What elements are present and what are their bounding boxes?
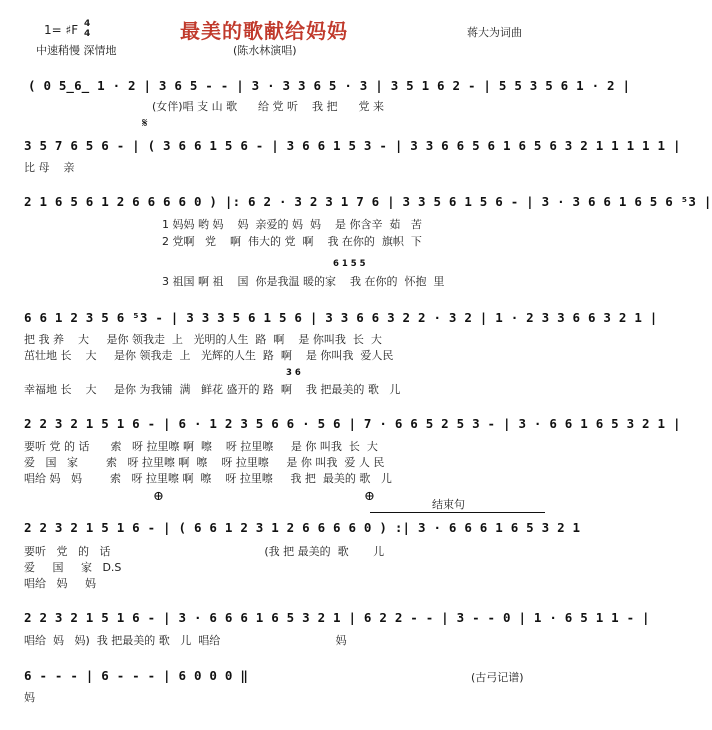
lyric-row-5-verse-2: 爱 国 家 索 呀 拉里嚓 啊 嚓 呀 拉里嚓 是 你 叫我 爱 人 民: [24, 456, 385, 469]
composer-credit: 蒋大为词曲: [467, 26, 522, 39]
lyric-row-7: 唱给 妈 妈) 我 把最美的 歌 儿 唱给 妈: [24, 634, 347, 647]
lyric-row-6-verse-1: 要听 党 的 话 (我 把 最美的 歌 儿: [24, 545, 385, 558]
lyric-row-1: (女伴)唱 支 山 歌 给 党 听 我 把 党 来: [152, 100, 385, 113]
lyric-row-3-verse-3: 3 祖国 啊 祖 国 你是我温 暖的家 我 在你的 怀抱 里: [162, 275, 445, 288]
notation-row-2: 3 5 7 6 5 6 - | ( 3 6 6 1 5 6 - | 3 6 6 1 5 3 - | 3 3 6 6 5 6 1 6 5 6 3 2 1 1 1 1 1 |: [24, 138, 681, 153]
notation-row-3: 2 1 6 5 6 1 2 6 6 6 6 0 ) |: 6 2 · 3 2 3 1 7 6 | 3 3 5 6 1 5 6 - | 3 · 3 6 6 1 6 5 6 ⁵3 |: [24, 194, 712, 209]
key-signature: 1= ♯F: [44, 23, 79, 37]
notation-row-6: 2 2 3 2 1 5 1 6 - | ( 6 6 1 2 3 1 2 6 6 6 6 0 ) :| 3 · 6 6 6 1 6 5 3 2 1: [24, 520, 581, 535]
notation-row-7: 2 2 3 2 1 5 1 6 - | 3 · 6 6 6 1 6 5 3 2 1 | 6 2 2 - - | 3 - - 0 | 1 · 6 5 1 1 - |: [24, 610, 650, 625]
segno-mark: 𝄋: [142, 116, 148, 131]
transcriber-credit: (古弓记谱): [471, 671, 524, 684]
ending-label: 结束句: [432, 498, 465, 511]
notation-row-5: 2 2 3 2 1 5 1 6 - | 6 · 1 2 3 5 6 6 · 5 6 | 7 · 6 6 5 2 5 3 - | 3 · 6 6 1 6 5 3 2 1 |: [24, 416, 681, 431]
lyric-row-4-verse-2: 茁壮地 长 大 是你 领我走 上 光辉的人生 路 啊 是 你叫我 爱人民: [24, 349, 394, 362]
lyric-row-4-verse-3: 幸福地 长 大 是你 为我铺 满 鲜花 盛开的 路 啊 我 把最美的 歌 儿: [24, 383, 401, 396]
ending-bracket: [370, 512, 545, 513]
lyric-row-8: 妈: [24, 691, 35, 704]
singer-credit: (陈水林演唱): [233, 44, 297, 57]
lyric-row-3-verse-2: 2 党啊 党 啊 伟大的 党 啊 我 在你的 旗帜 下: [162, 235, 422, 248]
lyric-row-5-verse-1: 要听 党 的 话 索 呀 拉里嚓 啊 嚓 呀 拉里嚓 是 你 叫我 长 大: [24, 440, 378, 453]
lyric-row-2: 比 母 亲: [24, 161, 75, 174]
lyric-row-3-verse-1: 1 妈妈 哟 妈 妈 亲爱的 妈 妈 是 你含辛 茹 苦: [162, 218, 422, 231]
lyric-row-4-verse-1: 把 我 养 大 是你 领我走 上 光明的人生 路 啊 是 你叫我 长 大: [24, 333, 382, 346]
notation-row-8: 6 - - - | 6 - - - | 6 0 0 0 ‖: [24, 668, 249, 683]
tempo-marking: 中速稍慢 深情地: [36, 44, 117, 57]
coda-mark-1: ⊕: [153, 489, 164, 504]
notation-row-4: 6 6 1 2 3 5 6 ⁵3 - | 3 3 3 5 6 1 5 6 | 3 3 6 6 3 2 2 · 3 2 | 1 · 2 3 3 6 6 3 2 1 |: [24, 310, 658, 325]
time-signature: 4 4: [84, 19, 91, 39]
small-notes-2: 3 6: [286, 368, 301, 378]
small-notes-1: 6 1 5 5: [333, 259, 366, 269]
notation-row-1: ( 0 5̲6̲ 1 · 2 | 3 6 5 - - | 3 · 3 3 6 5 · 3 | 3 5 1 6 2 - | 5 5 3 5 6 1 · 2 |: [28, 78, 631, 93]
coda-mark-2: ⊕: [364, 489, 375, 504]
lyric-row-6-verse-3: 唱给 妈 妈: [24, 577, 96, 590]
lyric-row-5-verse-3: 唱给 妈 妈 索 呀 拉里嚓 啊 嚓 呀 拉里嚓 我 把 最美的 歌 儿: [24, 472, 392, 485]
lyric-row-6-verse-2: 爱 国 家 D.S: [24, 561, 122, 574]
song-title: 最美的歌献给妈妈: [180, 19, 348, 43]
